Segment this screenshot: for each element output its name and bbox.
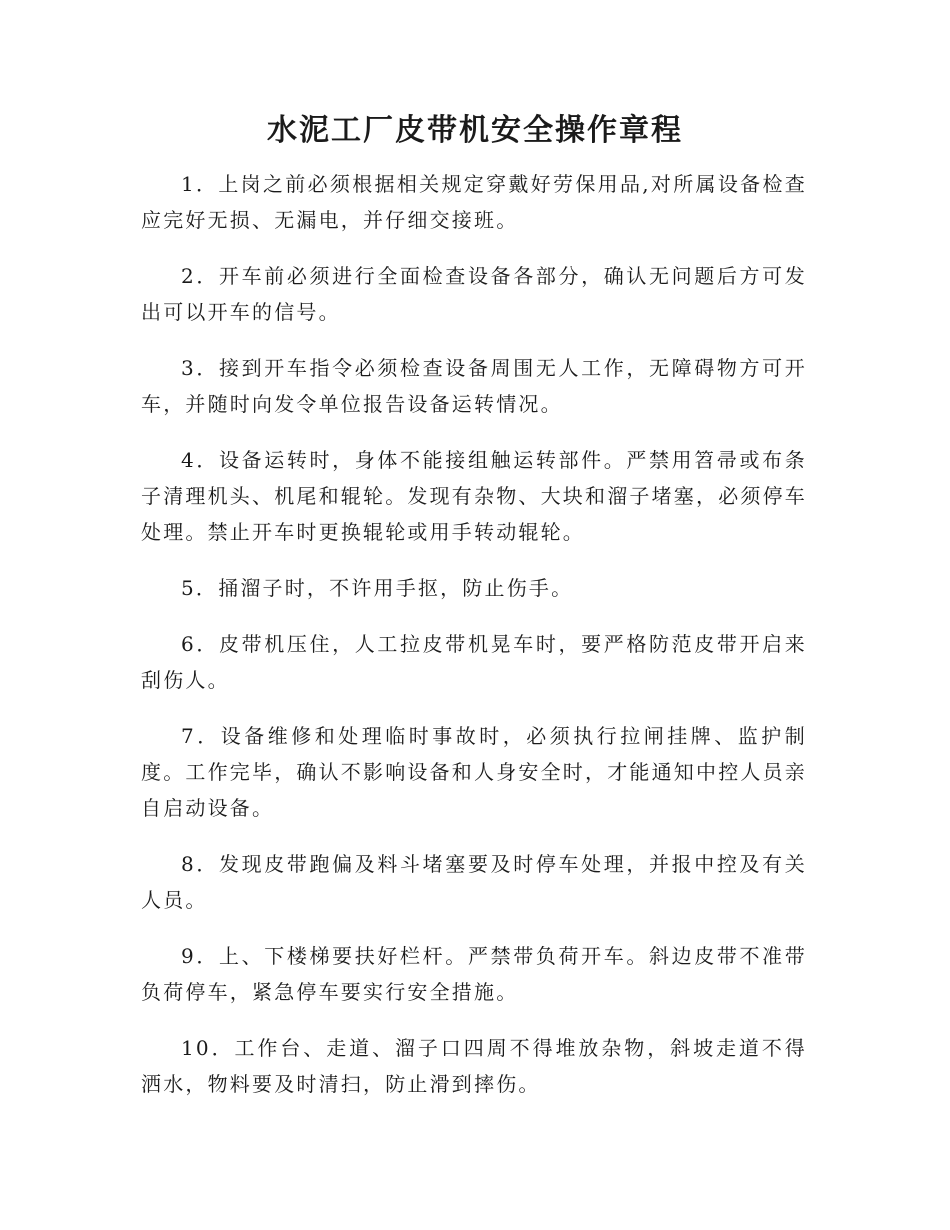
rule-paragraph-7: 7．设备维修和处理临时事故时，必须执行拉闸挂牌、监护制度。工作完毕，确认不影响设备和人身安全时，才能通知中控人员亲自启动设备。 [141, 724, 807, 820]
rule-paragraph-10: 10．工作台、走道、溜子口四周不得堆放杂物，斜坡走道不得洒水，物料要及时清扫，防止滑到摔伤。 [141, 1036, 807, 1096]
rule-paragraph-5: 5．捅溜子时，不许用手抠，防止伤手。 [181, 576, 574, 600]
rule-paragraph-8: 8．发现皮带跑偏及料斗堵塞要及时停车处理，并报中控及有关人员。 [141, 852, 807, 912]
rule-paragraph-9: 9．上、下楼梯要扶好栏杆。严禁带负荷开车。斜边皮带不准带负荷停车，紧急停车要实行安全措施。 [141, 944, 807, 1004]
rule-paragraph-6: 6．皮带机压住，人工拉皮带机晃车时，要严格防范皮带开启来刮伤人。 [141, 632, 807, 692]
document-body [141, 166, 807, 1122]
rule-paragraph-1: 1．上岗之前必须根据相关规定穿戴好劳保用品,对所属设备检查应完好无损、无漏电，并仔细交接班。 [141, 172, 807, 232]
rule-paragraph-2: 2．开车前必须进行全面检查设备各部分，确认无问题后方可发出可以开车的信号。 [141, 264, 807, 324]
rule-paragraph-3: 3．接到开车指令必须检查设备周围无人工作，无障碍物方可开车，并随时向发令单位报告设备运转情况。 [141, 356, 807, 416]
document-title: 水泥工厂皮带机安全操作章程 [267, 113, 683, 148]
rule-paragraph-4: 4．设备运转时，身体不能接组触运转部件。严禁用笤帚或布条子清理机头、机尾和辊轮。发现有杂物、大块和溜子堵塞，必须停车处理。禁止开车时更换辊轮或用手转动辊轮。 [141, 448, 807, 544]
